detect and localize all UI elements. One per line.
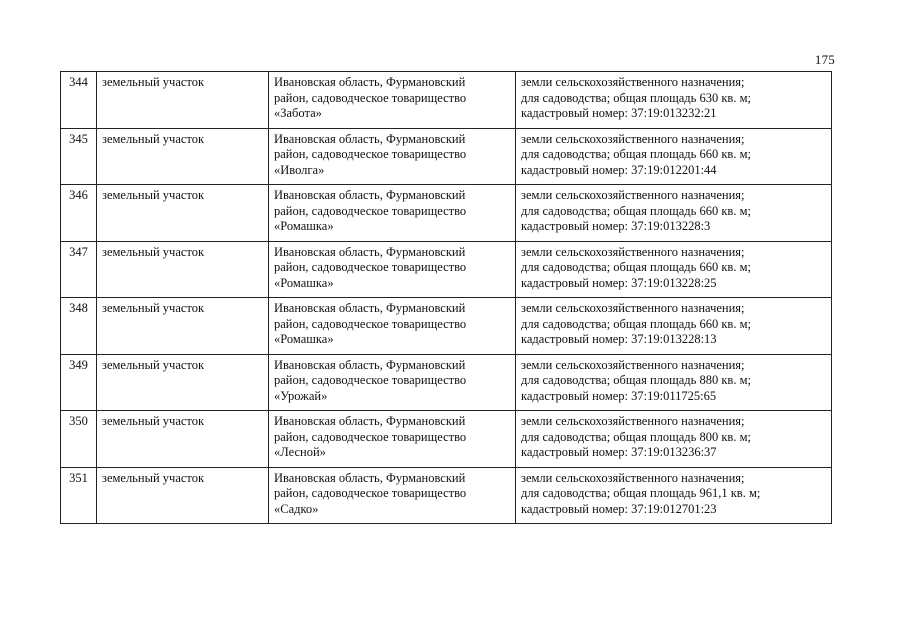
address-line: район, садоводческое товарищество [274, 486, 467, 500]
description-cell [516, 185, 832, 242]
table-row [61, 185, 832, 242]
address-line: «Ромашка» [274, 332, 334, 346]
description-line: земли сельскохозяйственного назначения; [521, 414, 745, 428]
address-cell [269, 354, 516, 411]
address-cell [269, 298, 516, 355]
address-line: Ивановская область, Фурмановский [274, 357, 466, 372]
object-type-cell: земельный участок [97, 411, 269, 468]
description-line: для садоводства; общая площадь 660 кв. м; [521, 147, 751, 161]
address-line: «Иволга» [274, 162, 325, 177]
address-cell [269, 72, 516, 129]
description-line: кадастровый номер: 37:19:013228:25 [521, 275, 717, 290]
address-line: Ивановская область, Фурмановский [274, 188, 466, 202]
object-type-cell: земельный участок [97, 354, 269, 411]
table-row [61, 411, 832, 468]
description-cell [516, 241, 832, 298]
row-number-cell: 344 [61, 72, 97, 129]
land-plot-register-table [60, 71, 832, 524]
row-number-cell: 350 [61, 411, 97, 468]
description-line: земли сельскохозяйственного назначения; [521, 301, 745, 315]
description-line: земли сельскохозяйственного назначения; [521, 357, 745, 372]
description-cell [516, 128, 832, 185]
address-line: «Забота» [274, 106, 322, 120]
description-line: кадастровый номер: 37:19:013236:37 [521, 445, 717, 459]
description-cell [516, 298, 832, 355]
address-line: Ивановская область, Фурмановский [274, 244, 466, 259]
address-cell [269, 241, 516, 298]
address-line: «Ромашка» [274, 275, 334, 290]
address-line: Ивановская область, Фурмановский [274, 131, 466, 146]
address-line: район, садоводческое товарищество [274, 90, 467, 105]
description-line: кадастровый номер: 37:19:011725:65 [521, 388, 717, 403]
address-line: «Лесной» [274, 445, 326, 459]
description-line: для садоводства; общая площадь 630 кв. м; [521, 90, 751, 105]
row-number-cell: 345 [61, 128, 97, 185]
table-row [61, 467, 832, 524]
address-line: Ивановская область, Фурмановский [274, 414, 466, 428]
description-line: земли сельскохозяйственного назначения; [521, 244, 745, 259]
description-cell [516, 354, 832, 411]
address-line: Ивановская область, Фурмановский [274, 75, 466, 89]
description-line: кадастровый номер: 37:19:013232:21 [521, 106, 717, 120]
address-cell [269, 185, 516, 242]
table-row [61, 241, 832, 298]
object-type-cell: земельный участок [97, 128, 269, 185]
table-row [61, 298, 832, 355]
row-number-cell: 348 [61, 298, 97, 355]
description-line: для садоводства; общая площадь 880 кв. м; [521, 373, 751, 387]
address-line: район, садоводческое товарищество [274, 260, 467, 274]
description-line: земли сельскохозяйственного назначения; [521, 470, 745, 485]
object-type-cell: земельный участок [97, 241, 269, 298]
description-line: для садоводства; общая площадь 660 кв. м; [521, 316, 751, 331]
description-line: кадастровый номер: 37:19:013228:3 [521, 219, 711, 233]
address-line: «Садко» [274, 501, 319, 516]
description-cell [516, 467, 832, 524]
register-table-body [61, 72, 832, 524]
address-line: район, садоводческое товарищество [274, 203, 467, 218]
address-cell [269, 411, 516, 468]
address-line: «Урожай» [274, 388, 328, 403]
description-cell [516, 411, 832, 468]
object-type-cell: земельный участок [97, 72, 269, 129]
table-row [61, 128, 832, 185]
address-line: Ивановская область, Фурмановский [274, 470, 466, 485]
description-line: для садоводства; общая площадь 961,1 кв. м; [521, 486, 761, 500]
description-line: земли сельскохозяйственного назначения; [521, 131, 745, 146]
row-number-cell: 351 [61, 467, 97, 524]
row-number-cell: 349 [61, 354, 97, 411]
row-number-cell: 346 [61, 185, 97, 242]
table-row [61, 354, 832, 411]
table-row [61, 72, 832, 129]
address-line: Ивановская область, Фурмановский [274, 301, 466, 315]
description-cell [516, 72, 832, 129]
description-line: кадастровый номер: 37:19:012701:23 [521, 501, 717, 516]
page-number: 175 [814, 52, 835, 67]
description-line: кадастровый номер: 37:19:012201:44 [521, 162, 717, 177]
description-line: земли сельскохозяйственного назначения; [521, 75, 745, 89]
description-line: земли сельскохозяйственного назначения; [521, 188, 745, 202]
description-line: кадастровый номер: 37:19:013228:13 [521, 332, 717, 346]
address-line: район, садоводческое товарищество [274, 429, 467, 444]
address-line: район, садоводческое товарищество [274, 373, 467, 387]
object-type-cell: земельный участок [97, 467, 269, 524]
object-type-cell: земельный участок [97, 298, 269, 355]
address-line: «Ромашка» [274, 219, 334, 233]
row-number-cell: 347 [61, 241, 97, 298]
description-line: для садоводства; общая площадь 660 кв. м; [521, 203, 751, 218]
address-line: район, садоводческое товарищество [274, 316, 467, 331]
description-line: для садоводства; общая площадь 800 кв. м; [521, 429, 751, 444]
description-line: для садоводства; общая площадь 660 кв. м; [521, 260, 751, 274]
address-cell [269, 128, 516, 185]
address-cell [269, 467, 516, 524]
address-line: район, садоводческое товарищество [274, 147, 467, 161]
object-type-cell: земельный участок [97, 185, 269, 242]
